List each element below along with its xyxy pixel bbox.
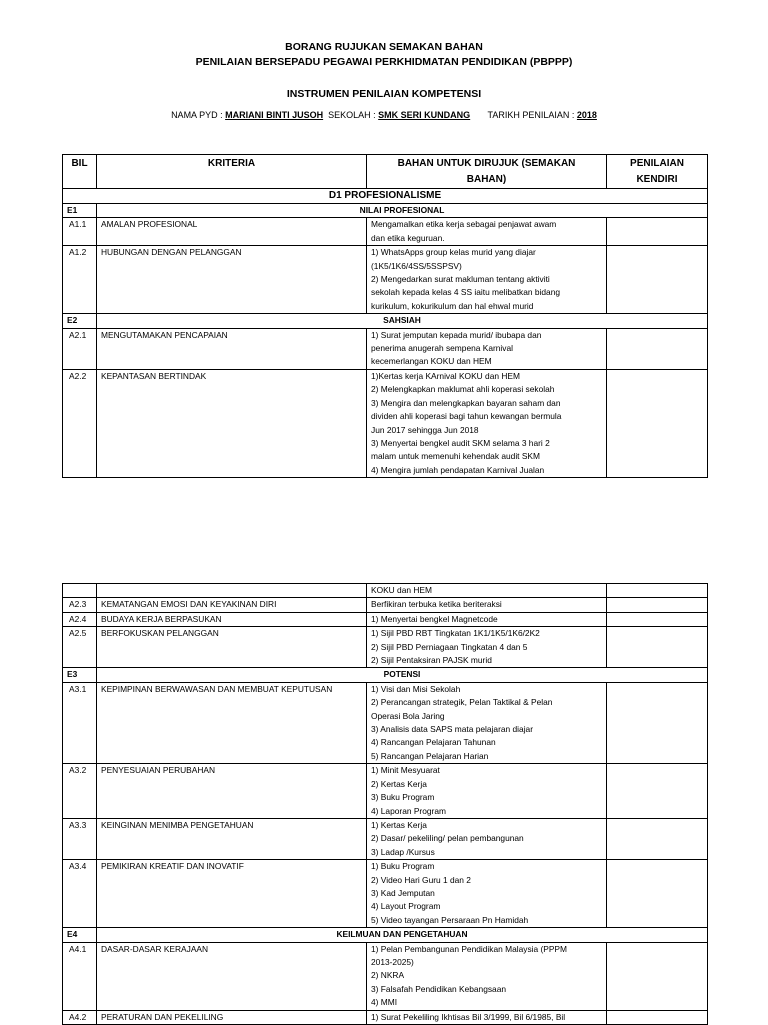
subsection-title: NILAI PROFESIONAL bbox=[97, 204, 708, 218]
bahan-line: 2) Sijil PBD Perniagaan Tingkatan 4 dan 5 bbox=[371, 641, 528, 652]
nama-label: NAMA PYD : bbox=[171, 110, 223, 120]
bahan-line: dan etika keguruan. bbox=[371, 232, 445, 243]
cell-penilaian[interactable] bbox=[607, 627, 708, 668]
table-row bbox=[63, 627, 708, 668]
cell-penilaian[interactable] bbox=[607, 942, 708, 1010]
instrument-title: INSTRUMEN PENILAIAN KOMPETENSI bbox=[286, 88, 482, 100]
subsection-code: E3 bbox=[63, 668, 97, 682]
bahan-line: 3) Mengira dan melengkapkan bayaran saham dan bbox=[371, 397, 561, 408]
cell-kriteria: BUDAYA KERJA BERPASUKAN bbox=[97, 612, 367, 626]
bahan-line: malam untuk memenuhi kehendak audit SKM bbox=[371, 451, 540, 462]
table-header-row bbox=[63, 155, 708, 189]
subsection-title: SAHSIAH bbox=[97, 314, 708, 328]
cell-bahan bbox=[367, 627, 607, 668]
bahan-line: 4) Rancangan Pelajaran Tahunan bbox=[371, 737, 496, 748]
subsection-e2 bbox=[63, 314, 708, 328]
bahan-line: 1) Minit Mesyuarat bbox=[371, 765, 440, 776]
cell-kriteria: PENYESUAIAN PERUBAHAN bbox=[97, 764, 367, 819]
cell-penilaian[interactable] bbox=[607, 764, 708, 819]
cell-bil: A4.1 bbox=[63, 942, 97, 1010]
subsection-code: E4 bbox=[63, 928, 97, 942]
cell-bahan bbox=[367, 1010, 607, 1024]
bahan-line: 2) NKRA bbox=[371, 970, 405, 981]
cell-penilaian[interactable] bbox=[607, 818, 708, 859]
cell-bil: A3.1 bbox=[63, 682, 97, 763]
subsection-e1 bbox=[63, 204, 708, 218]
bahan-line: penerima anugerah sempena Karnival bbox=[371, 343, 513, 354]
form-subtitle: PENILAIAN BERSEPADU PEGAWAI PERKHIDMATAN PENDIDIKAN (PBPPP) bbox=[195, 56, 573, 68]
cell-kriteria: KEPANTASAN BERTINDAK bbox=[97, 369, 367, 477]
cell-bil: A2.5 bbox=[63, 627, 97, 668]
cell-kriteria: PEMIKIRAN KREATIF DAN INOVATIF bbox=[97, 860, 367, 928]
bahan-line: 4) Mengira jumlah pendapatan Karnival Jualan bbox=[371, 464, 545, 475]
table-row bbox=[63, 246, 708, 314]
col-bil: BIL bbox=[63, 155, 97, 189]
bahan-line: 2) Perancangan strategik, Pelan Taktikal & Pelan bbox=[371, 697, 553, 708]
table-row bbox=[63, 764, 708, 819]
sekolah-label: SEKOLAH : bbox=[328, 110, 376, 120]
cell-bil: A2.2 bbox=[63, 369, 97, 477]
bahan-line: 5) Video tayangan Persaraan Pn Hamidah bbox=[371, 914, 529, 925]
bahan-line: 3) Ladap /Kursus bbox=[371, 846, 435, 857]
bahan-line: 4) Layout Program bbox=[371, 901, 441, 912]
cell-bahan bbox=[367, 328, 607, 369]
cell-kriteria: PERATURAN DAN PEKELILING bbox=[97, 1010, 367, 1024]
cell-bahan: KOKU dan HEM bbox=[367, 584, 607, 598]
cell-penilaian[interactable] bbox=[607, 598, 708, 612]
col-kriteria: KRITERIA bbox=[97, 155, 367, 189]
cell-bil: A2.1 bbox=[63, 328, 97, 369]
cell-kriteria: BERFOKUSKAN PELANGGAN bbox=[97, 627, 367, 668]
bahan-line: Jun 2017 sehingga Jun 2018 bbox=[371, 424, 479, 435]
cell-penilaian[interactable] bbox=[607, 682, 708, 763]
cell-penilaian[interactable] bbox=[607, 1010, 708, 1024]
table-row bbox=[63, 218, 708, 246]
cell-bahan bbox=[367, 818, 607, 859]
cell-penilaian[interactable] bbox=[607, 860, 708, 928]
bahan-line: 5) Rancangan Pelajaran Harian bbox=[371, 750, 489, 761]
subsection-e4 bbox=[63, 928, 708, 942]
subsection-title: KEILMUAN DAN PENGETAHUAN bbox=[97, 928, 708, 942]
nama-value: MARIANI BINTI JUSOH bbox=[225, 110, 324, 120]
bahan-line: (1K5/1K6/4SS/5SSPSV) bbox=[371, 260, 462, 271]
table-row bbox=[63, 612, 708, 626]
criteria-table-page2 bbox=[62, 583, 708, 1025]
table-row bbox=[63, 682, 708, 763]
bahan-line: 1) WhatsApps group kelas murid yang diajar bbox=[371, 247, 536, 258]
cell-bahan bbox=[367, 612, 607, 626]
subsection-title: POTENSI bbox=[97, 668, 708, 682]
bahan-line: Berfikiran terbuka ketika beriteraksi bbox=[371, 599, 502, 610]
cell-bahan bbox=[367, 598, 607, 612]
cell-penilaian[interactable] bbox=[607, 369, 708, 477]
table-row bbox=[63, 598, 708, 612]
bahan-line: Mengamalkan etika kerja sebagai penjawat awam bbox=[371, 219, 557, 230]
cell-bil: A3.3 bbox=[63, 818, 97, 859]
table-row bbox=[63, 584, 708, 598]
bahan-line: 2) Video Hari Guru 1 dan 2 bbox=[371, 874, 471, 885]
cell-kriteria: DASAR-DASAR KERAJAAN bbox=[97, 942, 367, 1010]
section-title: D1 PROFESIONALISME bbox=[63, 189, 708, 204]
table-row bbox=[63, 942, 708, 1010]
bahan-line: 1) Kertas Kerja bbox=[371, 819, 427, 830]
bahan-line: 2) Kertas Kerja bbox=[371, 778, 427, 789]
bahan-line: 4) MMI bbox=[371, 997, 398, 1008]
cell-bahan bbox=[367, 218, 607, 246]
bahan-line: 4) Laporan Program bbox=[371, 805, 446, 816]
subsection-e3 bbox=[63, 668, 708, 682]
cell-penilaian[interactable] bbox=[607, 612, 708, 626]
bahan-line: 3) Analisis data SAPS mata pelajaran diajar bbox=[371, 724, 534, 735]
cell-penilaian[interactable] bbox=[607, 246, 708, 314]
criteria-table-page1 bbox=[62, 154, 708, 478]
bahan-line: 2) Dasar/ pekeliling/ pelan pembangunan bbox=[371, 833, 524, 844]
form-meta bbox=[0, 110, 768, 120]
cell-kriteria: KEINGINAN MENIMBA PENGETAHUAN bbox=[97, 818, 367, 859]
bahan-line: 1) Surat jemputan kepada murid/ ibubapa dan bbox=[371, 329, 542, 340]
col-penilaian: PENILAIAN KENDIRI bbox=[607, 155, 708, 189]
cell-kriteria: MENGUTAMAKAN PENCAPAIAN bbox=[97, 328, 367, 369]
cell-bil: A2.4 bbox=[63, 612, 97, 626]
subsection-code: E2 bbox=[63, 314, 97, 328]
subsection-code: E1 bbox=[63, 204, 97, 218]
form-title: BORANG RUJUKAN SEMAKAN BAHAN bbox=[285, 41, 483, 53]
cell-kriteria: KEMATANGAN EMOSI DAN KEYAKINAN DIRI bbox=[97, 598, 367, 612]
bahan-line: dividen ahli koperasi bagi tahun kewangan bermula bbox=[371, 411, 562, 422]
bahan-line: 2013-2025) bbox=[371, 956, 414, 967]
bahan-line: 1) Surat Pekeliling Ikhtisas Bil 3/1999, Bil 6/1985, Bil bbox=[371, 1011, 566, 1022]
tarikh-label: TARIKH PENILAIAN : bbox=[487, 110, 575, 120]
cell-penilaian[interactable] bbox=[607, 218, 708, 246]
bahan-line: 1) Menyertai bengkel Magnetcode bbox=[371, 613, 498, 624]
col-bahan: BAHAN UNTUK DIRUJUK (SEMAKAN BAHAN) bbox=[367, 155, 607, 189]
sekolah-value: SMK SERI KUNDANG bbox=[378, 110, 471, 120]
cell-bahan bbox=[367, 246, 607, 314]
table-row bbox=[63, 818, 708, 859]
cell-bahan bbox=[367, 764, 607, 819]
bahan-line: 1) Buku Program bbox=[371, 861, 435, 872]
cell-kriteria: KEPIMPINAN BERWAWASAN DAN MEMBUAT KEPUTUSAN bbox=[97, 682, 367, 763]
section-row bbox=[63, 189, 708, 204]
bahan-line: kurikulum, kokurikulum dan hal ehwal murid bbox=[371, 300, 534, 311]
cell-kriteria: AMALAN PROFESIONAL bbox=[97, 218, 367, 246]
table-row bbox=[63, 328, 708, 369]
tarikh-value: 2018 bbox=[576, 110, 597, 120]
table-row bbox=[63, 369, 708, 477]
cell-bil: A3.2 bbox=[63, 764, 97, 819]
cell-bahan bbox=[367, 942, 607, 1010]
bahan-line: 3) Falsafah Pendidikan Kebangsaan bbox=[371, 983, 507, 994]
bahan-line: 3) Menyertai bengkel audit SKM selama 3 hari 2 bbox=[371, 437, 550, 448]
bahan-line: 3) Kad Jemputan bbox=[371, 887, 435, 898]
bahan-line: sekolah kepada kelas 4 SS iaitu melibatkan bidang bbox=[371, 287, 561, 298]
cell-bil: A1.2 bbox=[63, 246, 97, 314]
cell-bil: A3.4 bbox=[63, 860, 97, 928]
bahan-line: 1) Pelan Pembangunan Pendidikan Malaysia (PPPM bbox=[371, 943, 567, 954]
bahan-line: 2) Mengedarkan surat makluman tentang aktiviti bbox=[371, 274, 550, 285]
bahan-line: 1) Sijil PBD RBT Tingkatan 1K1/1K5/1K6/2K2 bbox=[371, 628, 540, 639]
cell-bil: A2.3 bbox=[63, 598, 97, 612]
cell-bahan bbox=[367, 860, 607, 928]
bahan-line: 2) Melengkapkan maklumat ahli koperasi sekolah bbox=[371, 384, 555, 395]
cell-bil: A1.1 bbox=[63, 218, 97, 246]
bahan-line: kecemerlangan KOKU dan HEM bbox=[371, 356, 492, 367]
table-row bbox=[63, 1010, 708, 1024]
bahan-line: 2) Sijil Pentaksiran PAJSK murid bbox=[371, 655, 492, 666]
cell-kriteria: HUBUNGAN DENGAN PELANGGAN bbox=[97, 246, 367, 314]
cell-bil: A4.2 bbox=[63, 1010, 97, 1024]
bahan-line: Operasi Bola Jaring bbox=[371, 710, 445, 721]
bahan-line: 1)Kertas kerja KArnival KOKU dan HEM bbox=[371, 370, 520, 381]
bahan-line: 3) Buku Program bbox=[371, 792, 435, 803]
cell-penilaian[interactable] bbox=[607, 328, 708, 369]
table-row bbox=[63, 860, 708, 928]
bahan-line: 1) Visi dan Misi Sekolah bbox=[371, 683, 461, 694]
cell-bahan bbox=[367, 682, 607, 763]
cell-bahan bbox=[367, 369, 607, 477]
